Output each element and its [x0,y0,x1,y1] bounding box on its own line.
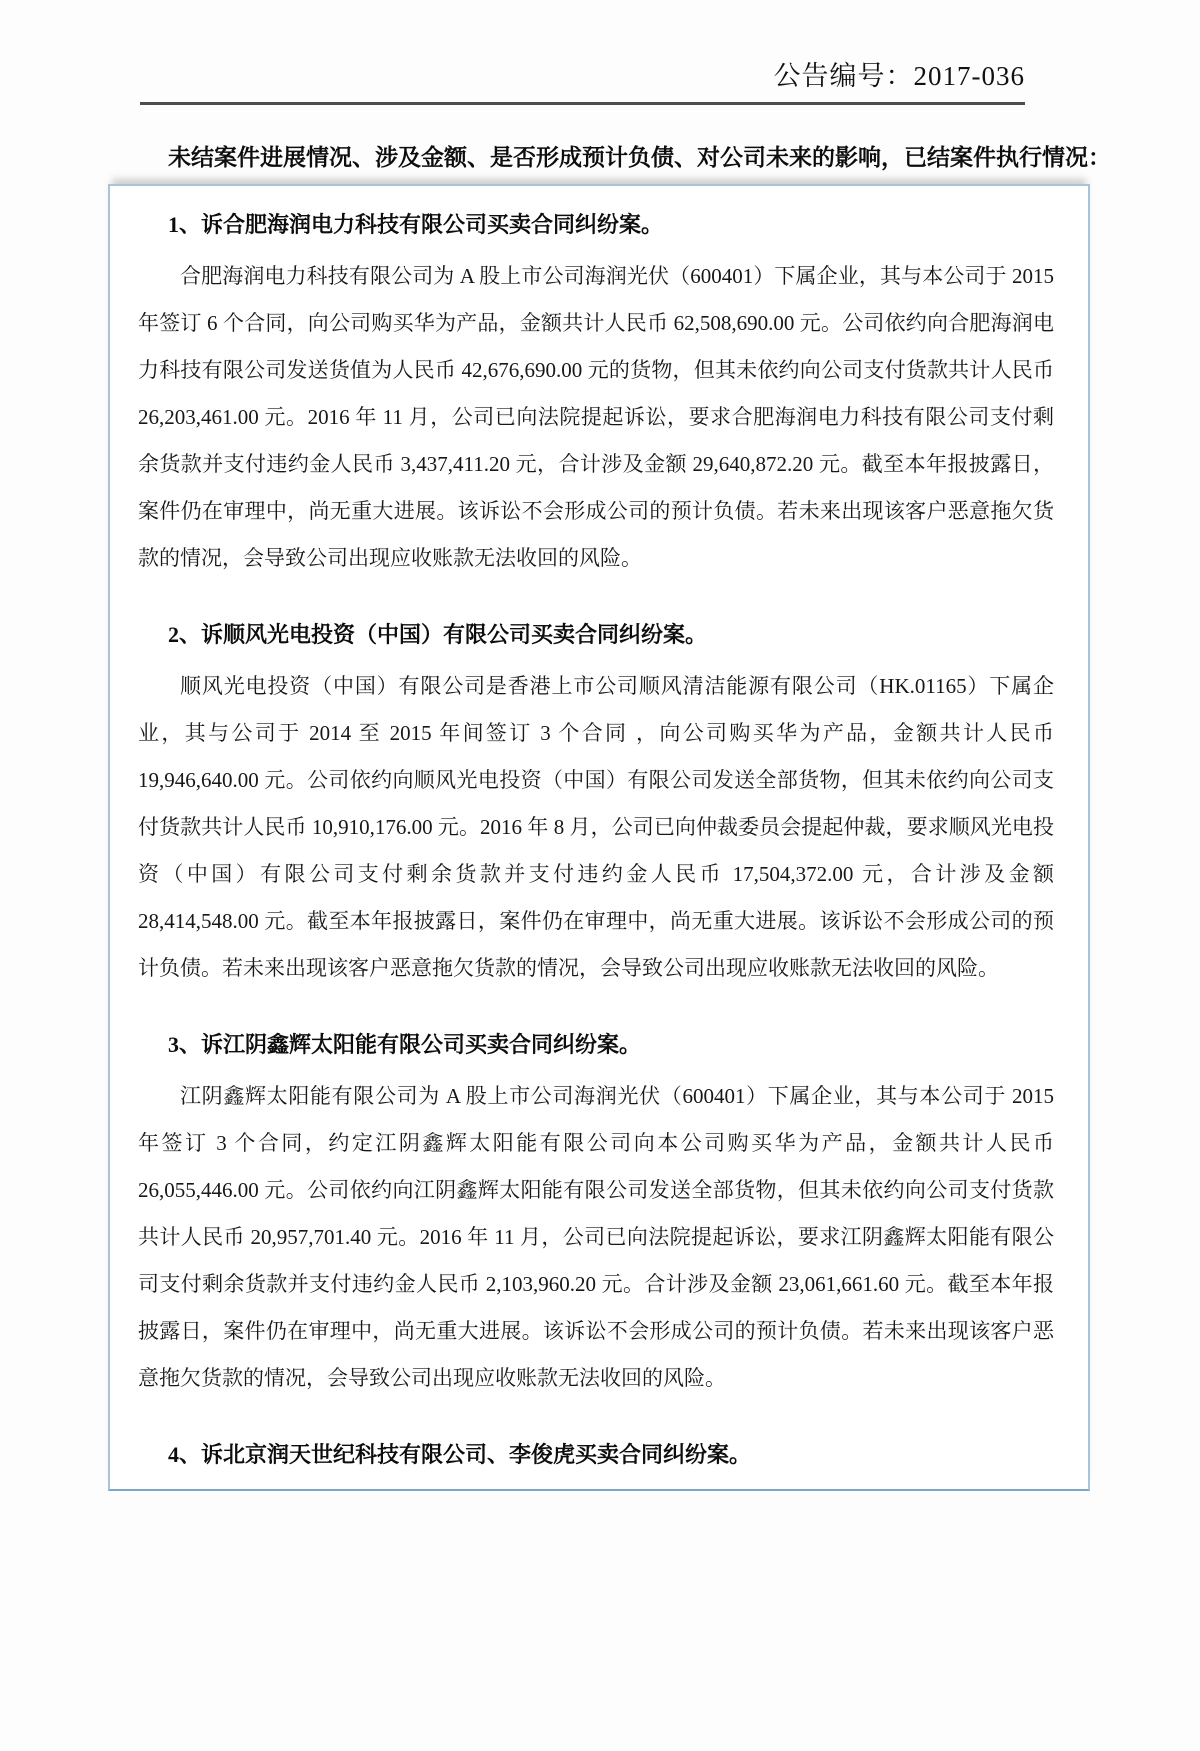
case-title-4: 4、诉北京润天世纪科技有限公司、李俊虎买卖合同纠纷案。 [168,1442,752,1467]
case-title-1: 1、诉合肥海润电力科技有限公司买卖合同纠纷案。 [168,212,664,237]
case-section-1 [138,208,1054,582]
case-section-4 [138,1438,1054,1469]
intro-summary-line: 未结案件进展情况、涉及金额、是否形成预计负债、对公司未来的影响，已结案件执行情况： [168,145,1111,170]
case-title-3: 3、诉江阴鑫辉太阳能有限公司买卖合同纠纷案。 [168,1032,642,1057]
case-paragraph-1: 合肥海润电力科技有限公司为 A 股上市公司海润光伏（600401）下属企业，其与本公司于 2015 年签订 6 个合同，向公司购买华为产品，金额共计人民币 62,508,690.00 元。公司依约向合肥海润电力科技有限公司发送货值为人民币 42,676,690.00 元的货物，但其未依约向公司支付货款共计人民币 26,203,461.00 元。2016 年 11 月，公司已向法院提起诉讼，要求合肥海润电力科技有限公司支付剩余货款并支付违约金人民币 3,437,411.20 元，合计涉及金额 29,640,872.20 元。截至本年报披露日，案件仍在审理中，尚无重大进展。该诉讼不会形成公司的预计负债。若未来出现该客户恶意拖欠货款的情况，会导致公司出现应收账款无法收回的风险。 [138,264,1054,570]
case-paragraph-3: 江阴鑫辉太阳能有限公司为 A 股上市公司海润光伏（600401）下属企业，其与本公司于 2015 年签订 3 个合同，约定江阴鑫辉太阳能有限公司向本公司购买华为产品，金额共计人民币 26,055,446.00 元。公司依约向江阴鑫辉太阳能有限公司发送全部货物，但其未依约向公司支付货款共计人民币 20,957,701.40 元。2016 年 11 月，公司已向法院提起诉讼，要求江阴鑫辉太阳能有限公司支付剩余货款并支付违约金人民币 2,103,960.20 元。合计涉及金额 23,061,661.60 元。截至本年报披露日，案件仍在审理中，尚无重大进展。该诉讼不会形成公司的预计负债。若未来出现该客户恶意拖欠货款的情况，会导致公司出现应收账款无法收回的风险。 [138,1084,1054,1390]
announcement-number: 公告编号：2017-036 [140,54,1025,105]
case-section-2 [138,618,1054,992]
case-section-3 [138,1028,1054,1402]
case-paragraph-2: 顺风光电投资（中国）有限公司是香港上市公司顺风清洁能源有限公司（HK.01165）下属企业，其与公司于 2014 至 2015 年间签订 3 个合同 ，向公司购买华为产品，金额共计人民币 19,946,640.00 元。公司依约向顺风光电投资（中国）有限公司发送全部货物，但其未依约向公司支付货款共计人民币 10,910,176.00 元。2016 年 8 月，公司已向仲裁委员会提起仲裁，要求顺风光电投资（中国）有限公司支付剩余货款并支付违约金人民币 17,504,372.00 元，合计涉及金额 28,414,548.00 元。截至本年报披露日，案件仍在审理中，尚无重大进展。该诉讼不会形成公司的预计负债。若未来出现该客户恶意拖欠货款的情况，会导致公司出现应收账款无法收回的风险。 [138,674,1054,980]
litigation-cases-box [108,184,1090,1491]
case-title-2: 2、诉顺风光电投资（中国）有限公司买卖合同纠纷案。 [168,622,708,647]
